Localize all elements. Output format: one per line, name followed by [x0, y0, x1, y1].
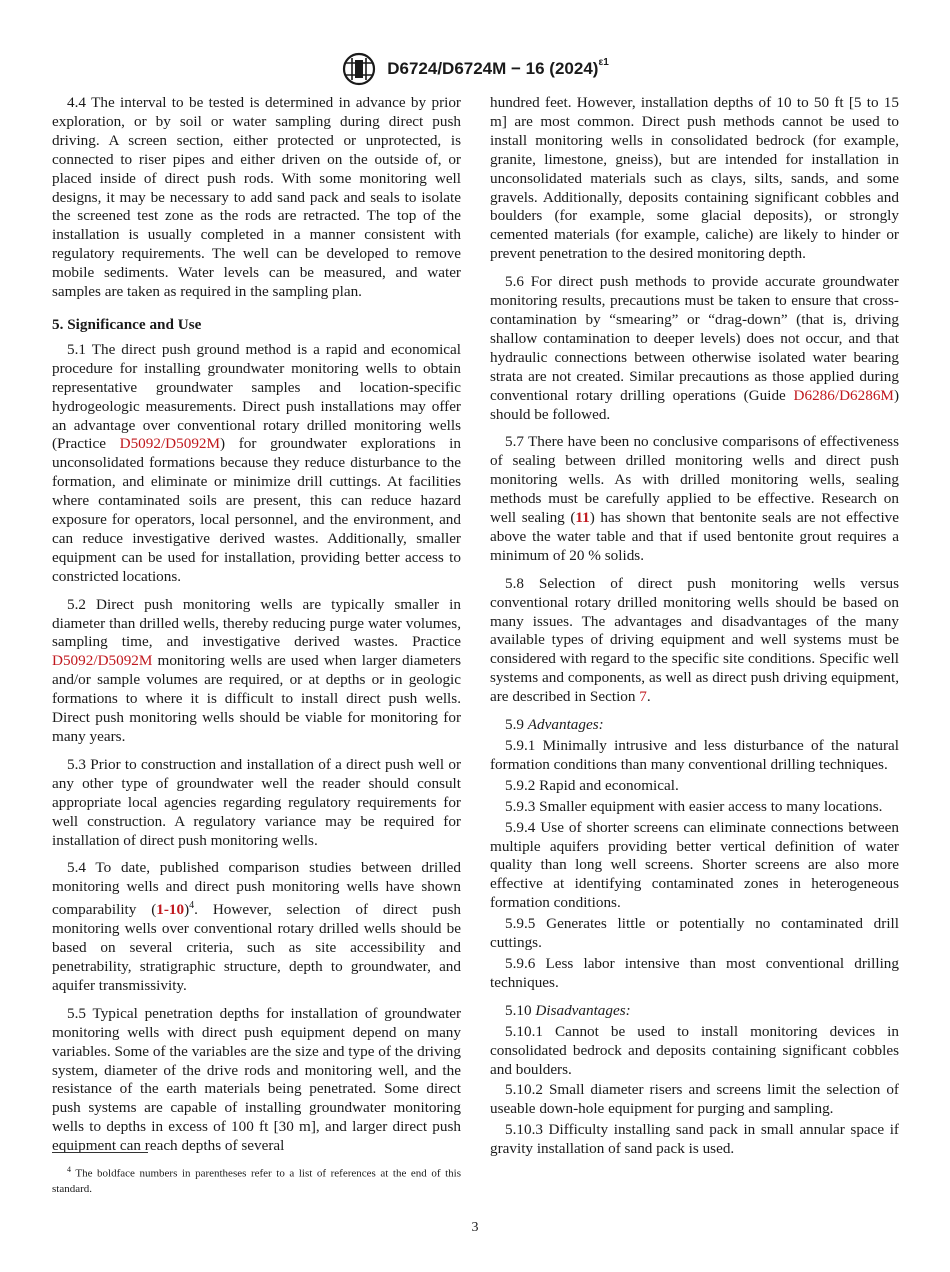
paragraph-5-7: 5.7 There have been no conclusive comparisons of effectiveness of sealing between drilled monitoring wells and direct push monitoring wells. As with drilled monitoring wells, sealing methods must be carefully applied to be effective. Research on well sealing (11) has shown that bentonite seals are not effective above the water table and that if used bentonite grout requires a minimum of 20 % solids. — [490, 433, 899, 564]
ref-link-d5092[interactable]: D5092/D5092M — [119, 435, 221, 453]
ref-link-section-7[interactable]: 7 — [639, 688, 647, 706]
paragraph-5-6: 5.6 For direct push methods to provide accurate groundwater monitoring results, precautions must be taken to ensure that cross-contamination by “smearing” or “drag-down” (that is, driving shallow contamination to deeper levels) does not occur, and that hydraulic connections between otherwise isolated water bearing strata are not created. Similar precautions as those applied during conventional rotary drilling operations (Guide D6286/D6286M) should be followed. — [490, 273, 899, 423]
page-number: 3 — [471, 1220, 479, 1235]
heading-5-9-advantages: 5.9 Advantages: — [505, 716, 604, 734]
page-header — [0, 52, 950, 86]
ref-link-11[interactable]: 11 — [575, 509, 590, 527]
paragraph-5-1: 5.1 The direct push ground method is a rapid and economical procedure for installing groundwater monitoring wells to obtain representative groundwater samples and location-specific hydrogeologic measurements. Direct push installations may offer an advantage over conventional rotary drilled monitoring wells (Practice D5092/D5092M) for groundwater explorations in unconsolidated formations because they reduce disturbance to the formation, and eliminate or minimize drill cuttings. At facilities where contaminated soils are present, this can reduce hazard exposure for operators, local personnel, and the environment, and can reduce investigative derived wastes. Additionally, smaller equipment can be used for installation, providing better access to constricted locations. — [52, 340, 461, 585]
ref-link-d5092-2[interactable]: D5092/D5092M — [52, 652, 153, 670]
left-column — [52, 94, 461, 1165]
paragraph-5-2: 5.2 Direct push monitoring wells are typically smaller in diameter than drilled wells, thereby reducing purge water volumes, sampling time, and investigative derived wastes. Practice D5092/D5092M monitoring wells are used when larger diameters and/or sample volumes are required, or at depths or in geologic formations to where it is difficult to install direct push wells. Direct push monitoring wells should be viable for monitoring for many years. — [52, 595, 461, 745]
item-5-10-3: 5.10.3 Difficulty installing sand pack in small annular space if gravity installation of sand pack is used. — [490, 1121, 899, 1158]
item-5-9-1: 5.9.1 Minimally intrusive and less disturbance of the natural formation conditions than many conventional drilling techniques. — [490, 737, 899, 773]
right-column — [490, 94, 899, 1161]
footnote-divider — [52, 1152, 148, 1153]
item-5-10-1: 5.10.1 Cannot be used to install monitoring devices in consolidated bedrock and deposits containing significant cobbles and boulders. — [490, 1022, 899, 1078]
footnote: $^4$ The boldface numbers in parentheses refer to a list of references at the end of this standard. — [52, 1165, 461, 1195]
item-5-9-5: 5.9.5 Generates little or potentially no contaminated drill cuttings. — [490, 915, 899, 952]
item-5-9-6: 5.9.6 Less labor intensive than most conventional drilling techniques. — [490, 954, 899, 991]
paragraph-4-4: 4.4 The interval to be tested is determined in advance by prior exploration, or by soil or water sampling during direct push driving. A screen section, either protected or unprotected, is connected to riser pipes and either driven on the outside of, or placed inside of direct push rods. With some monitoring well designs, it may be necessary to add sand pack and seals to isolate the screened test zone as the rods are retracted. The top of the installation is usually completed in a manner consistent with regulatory requirements. The well can be developed to remove mobile sediments. Water levels can be measured, and water samples are taken as required in the sampling plan. — [52, 94, 461, 301]
paragraph-5-5: 5.5 Typical penetration depths for installation of groundwater monitoring wells with direct push equipment depend on many variables. Some of the variables are the size and type of the driving system, diameter of the drive rods and monitoring well, and the resistance of the earth materials being penetrated. Some direct push systems are capable of installing groundwater monitoring wells to depths in excess of 100 ft [30 m], and larger direct push equipment can reach depths of several — [52, 1004, 461, 1155]
paragraph-5-4: 5.4 To date, published comparison studies between drilled monitoring wells and direct push monitoring wells have shown comparability (1-10)$^4$. However, selection of direct push monitoring wells over conventional rotary drilled wells should be based on several criteria, such as site accessibility and penetrability, stratigraphic structure, depth to groundwater, and aquifer transmissivity. — [52, 859, 461, 994]
paragraph-5-8: 5.8 Selection of direct push monitoring wells versus conventional rotary drilled monitoring wells should be based on many issues. The advantages and disadvantages of the many available types of driving equipment and well systems must be considered with regard to the specific site conditions. Specific well systems and components, as well as direct push driving equipment, are described in Section 7. — [490, 574, 899, 706]
ref-link-1-10[interactable]: 1-10 — [156, 901, 185, 919]
footnote-marker: 4 — [189, 900, 195, 912]
standard-designation: D6724/D6724M − 16 $(2024)^{\varepsilon 1}$ — [387, 57, 609, 78]
heading-5-10-disadvantages: 5.10 Disadvantages: — [505, 1001, 631, 1019]
item-5-9-3: 5.9.3 Smaller equipment with easier access to many locations. — [505, 797, 883, 815]
ref-link-d6286[interactable]: D6286/D6286M — [793, 386, 894, 404]
paragraph-5-3: 5.3 Prior to construction and installation of a direct push well or any other type of groundwater well the reader should consult appropriate local agencies regarding regulatory requirements for well construction. A regulatory variance may be required for installation of direct push monitoring wells. — [52, 755, 461, 849]
item-5-9-4: 5.9.4 Use of shorter screens can eliminate connections between multiple aquifers providing better vertical definition of water quality than long well screens. Shorter screens are also more effective at identifying contaminated zones in heterogeneous formation conditions. — [490, 818, 899, 912]
astm-logo-icon — [341, 52, 377, 86]
epsilon-superscript: ε1 — [598, 57, 609, 69]
item-5-9-2: 5.9.2 Rapid and economical. — [505, 776, 679, 794]
paragraph-5-5-continued: hundred feet. However, installation depths of 10 to 50 ft [5 to 15 m] are most common. Direct push methods cannot be used to install monitoring wells in consolidated bedrock (for example, granite, limestone, gneiss), but are intended for installation in unconsolidated materials such as clays, silts, sands, and some gravels. Additionally, deposits containing significant cobbles and boulders (for example, some glacial deposits), or strongly cemented materials (for example, caliche) are likely to hinder or prevent penetration to the desired monitoring depth. — [490, 94, 899, 263]
section-5-heading: 5. Significance and Use — [52, 315, 202, 333]
item-5-10-2: 5.10.2 Small diameter risers and screens limit the selection of useable down-hole equipment for purging and sampling. — [490, 1081, 899, 1118]
